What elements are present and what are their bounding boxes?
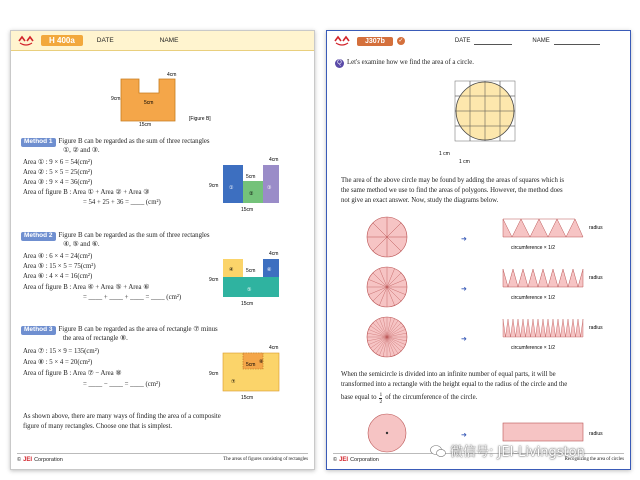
m1-dim-bottom: 15cm	[241, 207, 254, 213]
wechat-watermark	[430, 441, 585, 460]
method3-sum2: = ____ − ____ = ____ (cm²)	[83, 381, 161, 388]
base-equal-text: base equal to	[341, 394, 377, 402]
m2-dim-left: 9cm	[209, 277, 219, 283]
date-label-right: DATE	[454, 38, 471, 44]
smile-logo-icon	[333, 35, 351, 47]
jei-logo-right: JEI	[339, 456, 349, 463]
method2-area2: Area ⑤ : 15 × 5 = 75(cm²)	[23, 263, 96, 270]
circumference-label-3: circumference × 1/2	[511, 345, 556, 351]
method1-sum2: = 54 + 25 + 36 = ____ (cm²)	[83, 199, 161, 206]
name-label-right: NAME	[532, 38, 550, 44]
method1-area2: Area ② : 5 × 5 = 25(cm²)	[23, 169, 93, 176]
paragraph2-line2: transformed into a rectangle with the height equal to the radius of the circle and the	[341, 381, 568, 388]
corporation-text: Corporation	[34, 456, 63, 463]
check-badge-icon: ✓	[398, 38, 404, 44]
method1-area1: Area ① : 9 × 6 = 54(cm²)	[23, 159, 93, 166]
left-footer-topic: The areas of figures consisting of rectangles	[223, 457, 308, 462]
method2-sum1: Area of figure B : Area ④ + Area ⑤ + Area ⑥	[23, 284, 150, 291]
method3-sum1: Area of figure B : Area ⑦ − Area ⑧	[23, 370, 122, 377]
grid-unit-vertical: 1 cm	[439, 151, 450, 157]
method1-line2: ①, ② and ③.	[63, 147, 100, 154]
method3-diagram	[207, 339, 307, 403]
smile-logo-icon	[17, 35, 35, 47]
method1-sum1: Area of figure B : Area ① + Area ② + Area ③	[23, 189, 150, 196]
figb-dim-top: 4cm	[167, 72, 177, 78]
circumference-tail-text: of the circumference of the circle.	[385, 394, 478, 402]
figb-caption: [Figure B]	[189, 116, 211, 122]
worksheet-header	[11, 31, 314, 51]
method3-badge: Method 3	[21, 326, 56, 335]
half-fraction	[379, 393, 382, 405]
figb-dim-left: 9cm	[111, 96, 121, 102]
m2-region5: ⑤	[247, 287, 252, 293]
worksheet-code-right: J307b	[357, 37, 393, 46]
m3-region8: ⑧	[259, 359, 264, 365]
m1-region3: ③	[267, 185, 272, 191]
m1-dim-inner: 5cm	[246, 174, 256, 180]
worksheet-page-rectangles	[10, 30, 315, 470]
arrow-icon: ➜	[461, 431, 467, 439]
sector-row-8	[349, 215, 619, 259]
method1-badge: Method 1	[21, 138, 56, 147]
method2-area1: Area ④ : 6 × 4 = 24(cm²)	[23, 253, 93, 260]
grid-unit-horizontal: 1 cm	[459, 159, 470, 165]
m2-region4: ④	[229, 267, 234, 273]
copyright-symbol: ©	[17, 456, 22, 463]
sector-row-32	[349, 315, 619, 359]
m3-dim-inner: 5cm	[246, 362, 256, 368]
radius-label-2: radius	[589, 275, 603, 281]
watermark-text: 微信号: JEI-Livingston	[450, 445, 585, 460]
circle-grid-diagram	[439, 75, 529, 165]
copyright-symbol-right: ©	[333, 456, 338, 463]
method1-line1: Figure B can be regarded as the sum of three rectangles	[58, 138, 210, 145]
sector-row-16	[349, 265, 619, 309]
method2-line1: Figure B can be regarded as the sum of three rectangles	[58, 232, 210, 239]
name-label: NAME	[159, 37, 179, 44]
method2-badge: Method 2	[21, 232, 56, 241]
arrow-icon: ➜	[461, 285, 467, 293]
method2-sum2: = ____ + ____ + ____ = ____ (cm²)	[83, 294, 182, 301]
right-footer-topic: Recognizing the area of circles	[564, 457, 624, 462]
m3-dim-top: 4cm	[269, 345, 279, 351]
m2-dim-top: 4cm	[269, 251, 279, 257]
paragraph2-line1: When the semicircle is divided into an infinite number of equal parts, it will be	[341, 371, 556, 378]
radius-label-1: radius	[589, 225, 603, 231]
paragraph1-line2: the same method we use to find the areas of polygons. However, the method does	[341, 187, 563, 194]
figure-b-diagram	[111, 69, 231, 127]
date-field-right[interactable]	[474, 38, 512, 45]
method3-line1: Figure B can be regarded as the area of rectangle ⑦ minus	[58, 326, 218, 333]
intro-text: Let's examine how we find the area of a circle.	[347, 59, 474, 67]
method2-line2: ④, ⑤ and ⑥.	[63, 241, 100, 248]
m2-dim-inner: 5cm	[246, 268, 256, 274]
closing-line2: figure of many rectangles. Choose one that is simplest.	[23, 423, 173, 430]
method2-diagram	[207, 245, 307, 309]
m1-dim-top: 4cm	[269, 157, 279, 163]
paragraph2-line3	[341, 393, 477, 405]
fraction-numerator: 1	[379, 392, 383, 398]
m3-dim-bottom: 15cm	[241, 395, 254, 401]
paragraph1-line3: not give an exact answer. Now, study the diagrams below.	[341, 197, 499, 204]
corporation-text-right: Corporation	[350, 456, 379, 463]
worksheet-header-right	[327, 31, 630, 51]
circumference-label-1: circumference × 1/2	[511, 245, 556, 251]
paragraph1-line1: The area of the above circle may be found by adding the areas of squares which is	[341, 177, 565, 184]
m3-region7: ⑦	[231, 379, 236, 385]
method2-intro	[21, 232, 210, 241]
m1-dim-left: 9cm	[209, 183, 219, 189]
closing-line1: As shown above, there are many ways of finding the area of a composite	[23, 413, 221, 420]
date-label: DATE	[96, 37, 114, 44]
figb-dim-bottom: 15cm	[139, 122, 152, 127]
fraction-denominator: 2	[379, 398, 383, 405]
m3-dim-left: 9cm	[209, 371, 219, 377]
arrow-icon: ➜	[461, 335, 467, 343]
m2-region6: ⑥	[267, 267, 272, 273]
figb-dim-inner: 5cm	[144, 100, 154, 106]
method1-intro	[21, 138, 210, 147]
wechat-icon	[430, 444, 446, 458]
method1-diagram	[207, 151, 307, 213]
m1-region2: ②	[249, 191, 254, 197]
worksheet-code: H 400a	[41, 35, 83, 46]
left-footer	[17, 453, 308, 463]
name-field-right[interactable]	[554, 38, 600, 45]
m2-dim-bottom: 15cm	[241, 301, 254, 307]
circumference-label-2: circumference × 1/2	[511, 295, 556, 301]
radius-label-3: radius	[589, 325, 603, 331]
method3-line2: the area of rectangle ⑧.	[63, 335, 128, 342]
arrow-icon: ➜	[461, 235, 467, 243]
method3-area2: Area ⑧ : 5 × 4 = 20(cm²)	[23, 359, 93, 366]
method3-intro	[21, 326, 218, 335]
worksheet-page-circles	[326, 30, 631, 470]
jei-logo: JEI	[23, 456, 33, 463]
question-badge: Q	[335, 59, 344, 68]
radius-label-4: radius	[589, 431, 603, 437]
method2-area3: Area ⑥ : 4 × 4 = 16(cm²)	[23, 273, 93, 280]
question-intro	[335, 59, 474, 68]
m1-region1: ①	[229, 185, 234, 191]
method1-area3: Area ③ : 9 × 4 = 36(cm²)	[23, 179, 93, 186]
method3-area1: Area ⑦ : 15 × 9 = 135(cm²)	[23, 348, 100, 355]
